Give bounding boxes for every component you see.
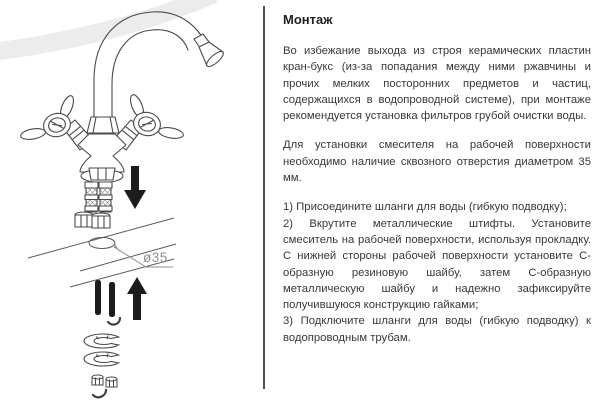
gasket-curve-lower: [93, 390, 106, 397]
step-2: 2) Вкрутите металлические штифты. Установите смеситель на рабочей поверхности, используя прокладку. С нижней стороны рабочей поверхности установите С-образную резиновую шайбу, затем С-образную металлическую шайбу и надежно зафиксируйте получившуюся конструкцию гайками;: [283, 217, 591, 312]
up-arrow-icon: [127, 277, 147, 320]
worktop-hole: [89, 238, 115, 249]
hole-diameter-label: ø35: [143, 250, 168, 265]
hole-requirement-paragraph: Для установки смесителя на рабочей поверхности необходимо наличие сквозного отверстия диаметром 35 мм.: [283, 139, 591, 185]
gasket-curve-upper: [108, 318, 120, 325]
c-shaped-washers: [84, 334, 119, 366]
down-arrow-icon: [124, 166, 146, 209]
faucet-spout: [94, 12, 226, 117]
small-nuts: [92, 375, 117, 387]
section-divider: [263, 6, 265, 389]
section-title: Монтаж: [283, 12, 333, 27]
flexible-hoses: [85, 182, 112, 212]
hose-nuts: [75, 212, 110, 228]
mounting-pins: [95, 280, 115, 317]
instructions-column: [283, 12, 591, 346]
intro-paragraph: Во избежание выхода из строя керамических пластин кран-букс (из-за попадания между ними ржавчины и прочих мелких посторонних предметов и частиц, содержащихся в водопроводной системе), при монтаже рекомендуется установка фильтров грубой очистки воды.: [283, 45, 591, 123]
corner-swoosh-decoration: [0, 0, 218, 60]
faucet-installation-diagram: [0, 0, 265, 408]
spout-collar: [87, 117, 119, 133]
step-1: 1) Присоедините шланги для воды (гибкую подводку);: [283, 201, 567, 214]
step-3: 3) Подключите шланги для воды (гибкую подводку) к водопроводным трубам.: [283, 315, 591, 344]
installation-steps: [283, 199, 591, 346]
faucet-body: [78, 134, 126, 183]
